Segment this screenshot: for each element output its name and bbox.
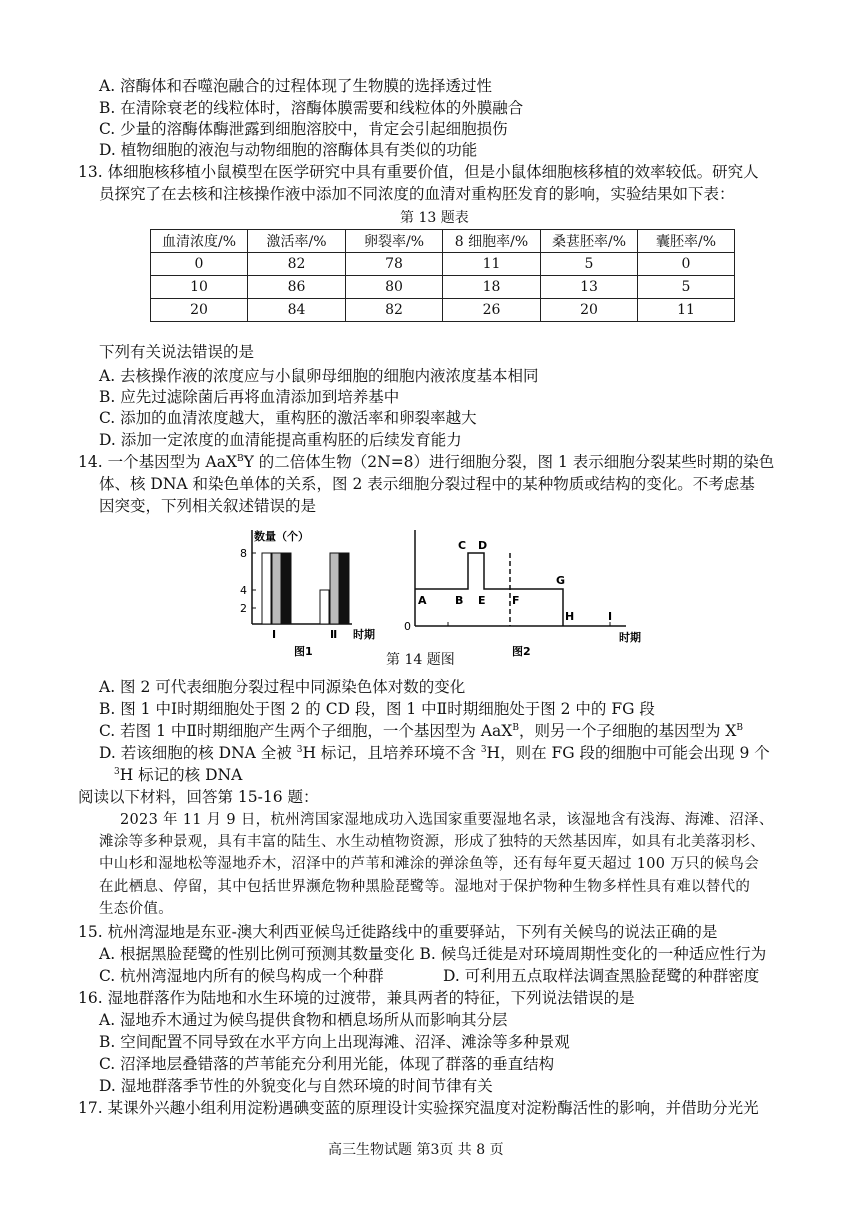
fig2-label: H [565,610,575,623]
table-cell: 11 [443,253,541,276]
fig1-category: Ⅰ [272,628,277,641]
q16-option-b: B. 空间配置不同导致在水平方向上出现海滩、沼泽、滩涂等多种景观 [99,1033,570,1051]
table-cell: 26 [443,299,541,322]
fig2-curve [415,553,566,626]
table-cell: 86 [248,276,346,299]
reading-intro: 阅读以下材料，回答第 15-16 题： [78,788,319,806]
q13-stem-line2: 员探究了在去核和注核操作液中添加不同浓度的血清对重构胚发育的影响，实验结果如下表： [99,185,735,203]
q12-option-b: B. 在清除衰老的线粒体时，溶酶体膜需要和线粒体的外膜融合 [99,99,524,117]
fig1-bar-ii-1 [320,590,329,624]
fig1-y-label: 数量（个） [254,530,309,543]
table-cell: 84 [248,299,346,322]
table-row [151,299,735,322]
fig2-label: E [478,594,486,607]
fig1-bar-chart [232,522,382,660]
q13-table [150,229,735,322]
q14-stem-line3: 因突变，下列相关叙述错误的是 [99,497,317,515]
reading-paragraph-line: 生态价值。 [99,901,173,917]
fig1-ytick: 4 [240,584,247,597]
table-cell: 5 [541,253,638,276]
fig2-x-label: 时期 [619,631,641,644]
fig1-bar-ii-2 [330,553,339,624]
fig2-origin: 0 [404,620,411,633]
table-cell: 80 [346,276,443,299]
reading-paragraph-line: 滩涂等多种景观，具有丰富的陆生、水生动植物资源，形成了独特的天然基因库，如具有北美落羽杉、 [99,834,765,850]
fig2-label: C [458,539,467,552]
table-cell: 0 [151,253,248,276]
q14-option-c: C. 若图 1 中Ⅱ时期细胞产生两个子细胞，一个基因型为 AaX$^B$，则另一个子细胞的基因型为 $X^B$ [99,722,744,740]
q13-option-d: D. 添加一定浓度的血清能提高重构胚的后续发育能力 [99,431,462,449]
fig1-ytick: 2 [240,602,247,615]
fig1-bar-ii-3 [340,553,349,624]
q14-option-d: D. 若该细胞的核 DNA 全被 $^3$H 标记，且培养环境不含 $^3$H，则在 FG 段的细胞中可能会出现 9 个 [99,744,770,762]
table-header-cell: 8 细胞率/% [443,230,541,253]
fig1-bar-i-1 [262,553,271,624]
fig1-x-label: 时期 [353,628,375,641]
q16-option-c: C. 沼泽地层叠错落的芦苇能充分利用光能，体现了群落的垂直结构 [99,1055,555,1073]
q12-option-a: A. 溶酶体和吞噬泡融合的过程体现了生物膜的选择透过性 [99,77,493,95]
table-header-cell: 卵裂率/% [346,230,443,253]
q15-option-d: D. 可利用五点取样法调查黑脸琵鹭的种群密度 [443,967,760,985]
table-cell: 78 [346,253,443,276]
table-cell: 82 [346,299,443,322]
fig2-label: I [608,610,613,623]
table-cell: 18 [443,276,541,299]
q13-option-a: A. 去核操作液的浓度应与小鼠卵母细胞的细胞内液浓度基本相同 [99,367,539,385]
q14-stem-line2: 体、核 DNA 和染色单体的关系，图 2 表示细胞分裂过程中的某种物质或结构的变化。不考虑基 [99,475,755,493]
q13-option-b: B. 应先过滤除菌后再将血清添加到培养基中 [99,388,400,406]
q16-option-d: D. 湿地群落季节性的外貌变化与自然环境的时间节律有关 [99,1077,493,1095]
reading-paragraph-line: 2023 年 11 月 9 日，杭州湾国家湿地成功入选国家重要湿地名录，该湿地含有浅海、海滩、沼泽、 [120,812,774,828]
fig1-bar-i-3 [282,553,291,624]
table-header-cell: 血清浓度/% [151,230,248,253]
reading-paragraph-line: 中山杉和湿地松等湿地乔木，沼泽中的芦苇和滩涂的弹涂鱼等，还有每年夏天超过 100 万只的候鸟会 [99,856,759,872]
fig2-label: B [455,594,464,607]
q13-stem-line1: 13. 体细胞核移植小鼠模型在医学研究中具有重要价值，但是小鼠体细胞核移植的效率较低。研究人 [78,163,759,181]
table-cell: 20 [151,299,248,322]
table-cell: 0 [638,253,735,276]
table-cell: 13 [541,276,638,299]
q16-stem: 16. 湿地群落作为陆地和水生环境的过渡带，兼具两者的特征，下列说法错误的是 [78,989,635,1007]
table-row [151,253,735,276]
q17-stem: 17. 某课外兴趣小组利用淀粉遇碘变蓝的原理设计实验探究温度对淀粉酶活性的影响，并借助分光光 [78,1099,759,1117]
q14-figure-caption: 第 14 题图 [386,652,455,668]
fig2-label: G [556,574,566,587]
fig2-title: 图2 [512,645,531,658]
fig1-category: Ⅱ [330,628,338,641]
table-cell: 10 [151,276,248,299]
q14-option-a: A. 图 2 可代表细胞分裂过程中同源染色体对数的变化 [99,678,466,696]
table-cell: 11 [638,299,735,322]
q14-option-b: B. 图 1 中Ⅰ时期细胞处于图 2 的 CD 段，图 1 中Ⅱ时期细胞处于图 2 中的 FG 段 [99,700,655,718]
table-row [151,276,735,299]
fig2-label: A [418,594,427,607]
q12-option-c: C. 少量的溶酶体酶泄露到细胞溶胶中，肯定会引起细胞损伤 [99,120,508,138]
fig2-label: F [512,594,520,607]
fig1-bar-i-2 [272,553,281,624]
q13-prompt: 下列有关说法错误的是 [99,343,255,361]
q12-option-d: D. 植物细胞的液泡与动物细胞的溶酶体具有类似的功能 [99,141,478,159]
q14-option-d-continued: $^3$H 标记的核 DNA [114,766,243,784]
q16-option-a: A. 湿地乔木通过为候鸟提供食物和栖息场所从而影响其分层 [99,1011,508,1029]
q15-option-c: C. 杭州湾湿地内所有的候鸟构成一个种群 [99,967,384,985]
table-header-cell: 激活率/% [248,230,346,253]
table-cell: 82 [248,253,346,276]
page-footer: 高三生物试题 第3页 共 8 页 [328,1142,504,1158]
reading-paragraph-line: 在此栖息、停留，其中包括世界濒危物种黑脸琵鹭等。湿地对于保护物种生物多样性具有难以替代的 [99,879,751,895]
q15-stem: 15. 杭州湾湿地是东亚-澳大利西亚候鸟迁徙路线中的重要驿站，下列有关候鸟的说法正确的是 [78,923,718,941]
table-header-row [151,230,735,253]
table-cell: 5 [638,276,735,299]
fig1-ytick: 8 [240,547,247,560]
fig1-title: 图1 [294,645,313,658]
fig2-label: D [478,539,488,552]
q13-table-caption: 第 13 题表 [400,210,469,226]
q14-stem-line1: 14. 一个基因型为 AaX$^B$Y 的二倍体生物（2N=8）进行细胞分裂，图 1 表示细胞分裂某些时期的染色 [78,453,775,471]
table-cell: 20 [541,299,638,322]
q13-option-c: C. 添加的血清浓度越大，重构胚的激活率和卵裂率越大 [99,409,477,427]
table-header-cell: 桑葚胚率/% [541,230,638,253]
table-header-cell: 囊胚率/% [638,230,735,253]
q15-options-ab: A. 根据黑脸琵鹭的性别比例可预测其数量变化 B. 候鸟迁徙是对环境周期性变化的一种适应性行为 [99,945,767,963]
fig2-line-diagram [398,522,658,660]
